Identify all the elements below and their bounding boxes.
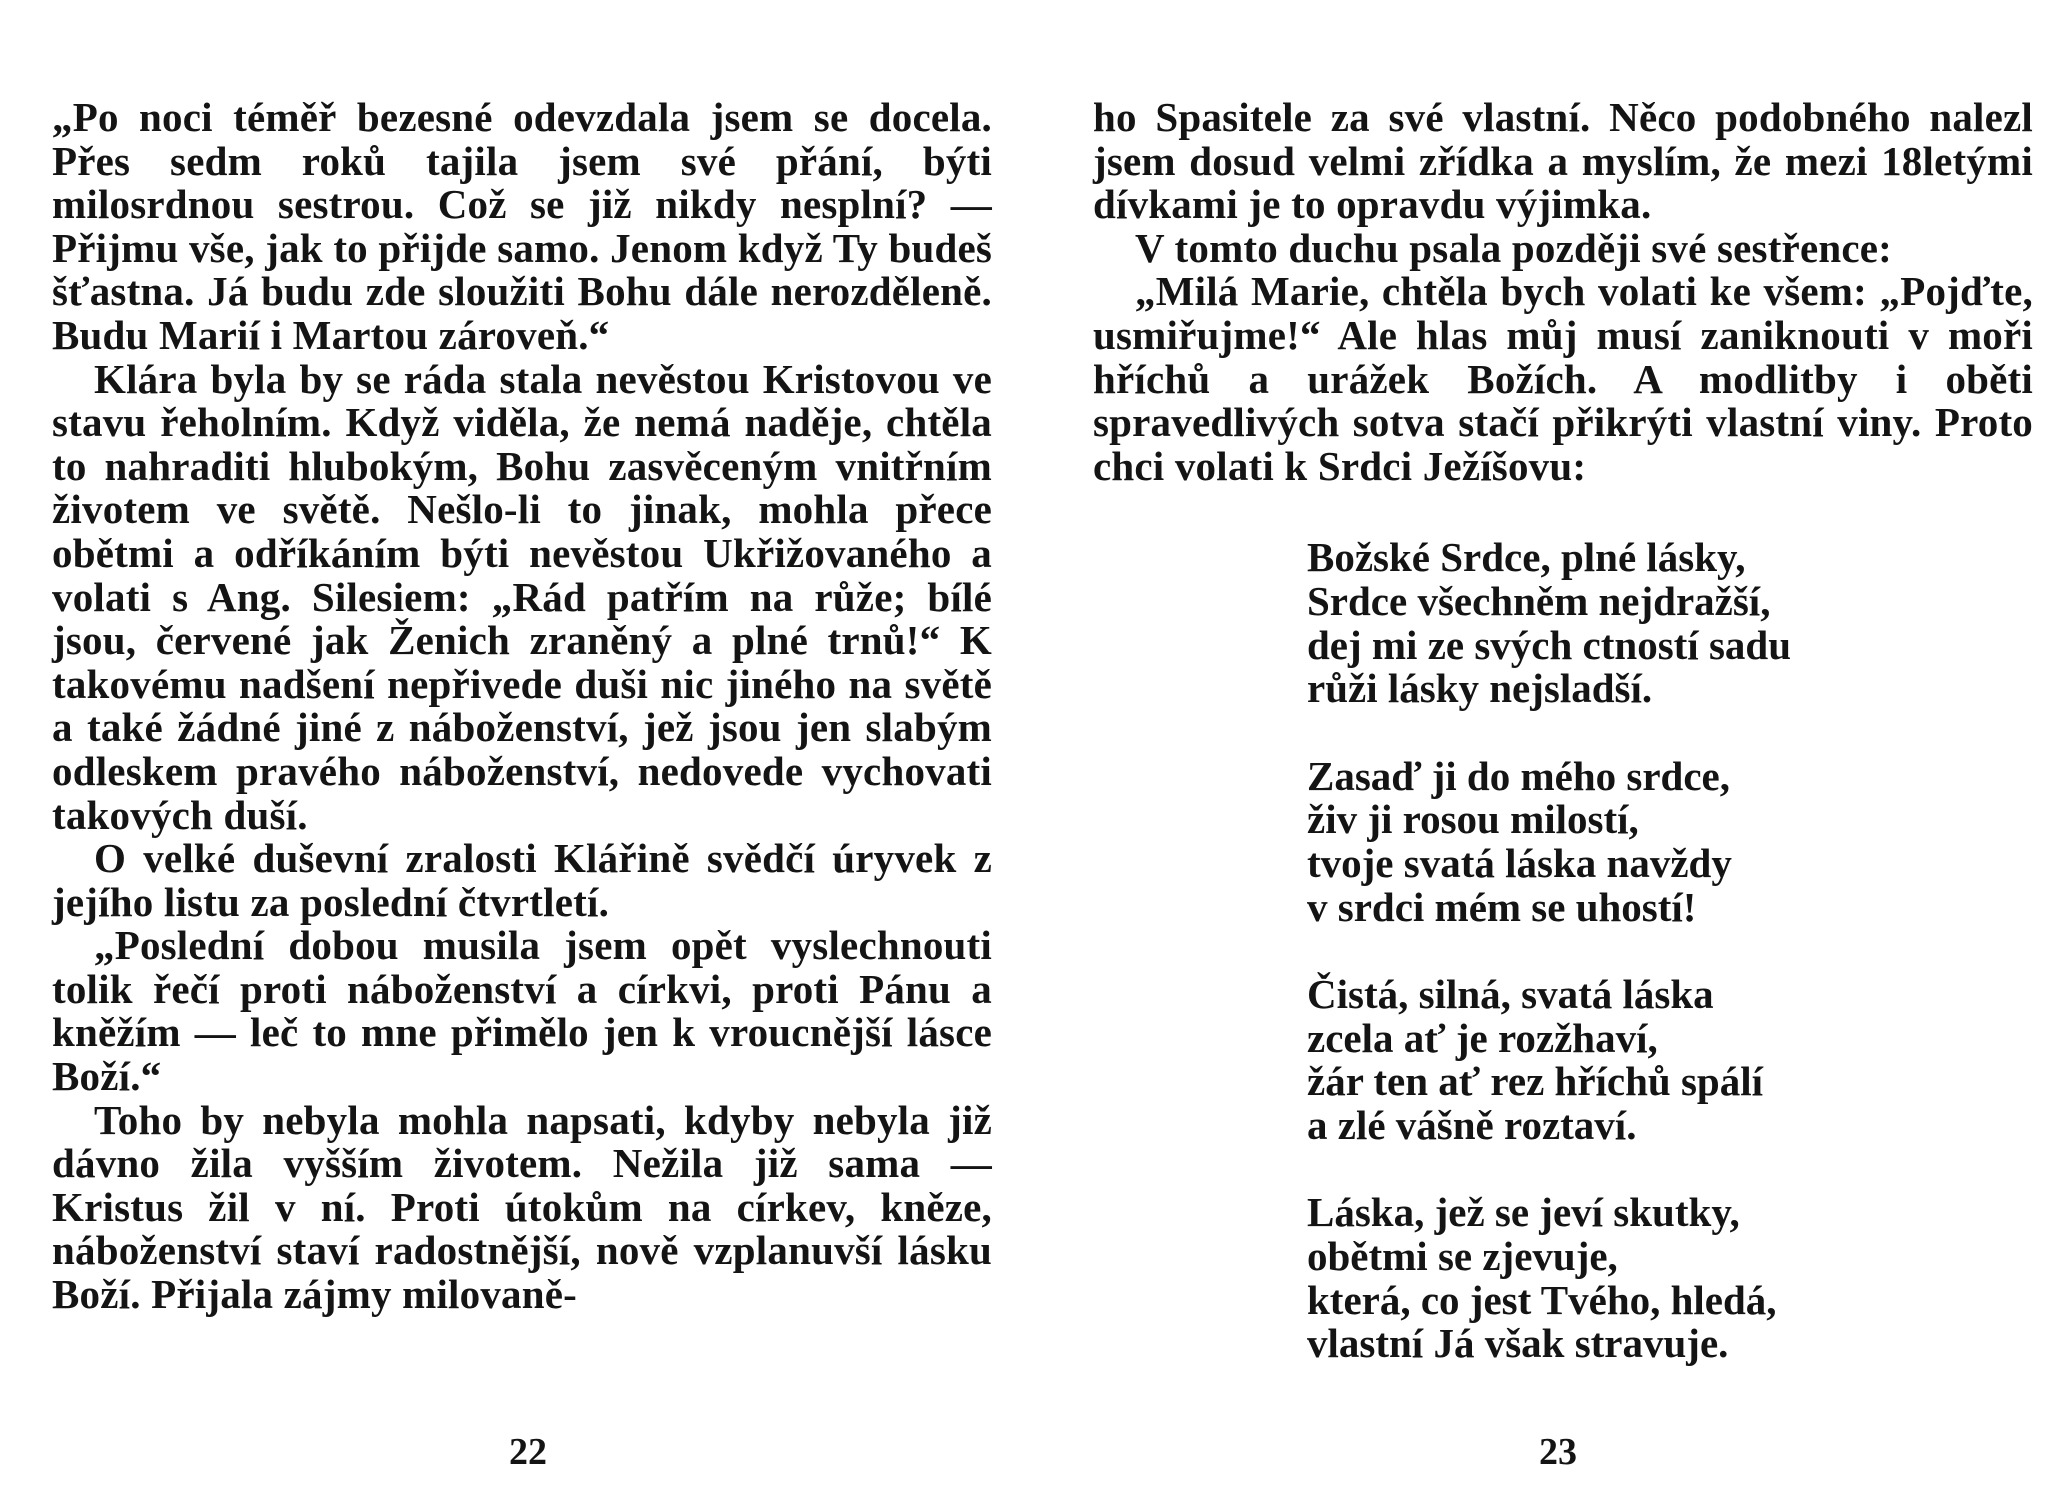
poem-verse: zcela ať je rozžhaví, <box>1307 1014 1658 1061</box>
poem-verse: Božské Srdce, plné lásky, <box>1307 534 1746 581</box>
page-number-left: 22 <box>509 1431 547 1473</box>
poem-verse: Srdce všechněm nejdražší, <box>1307 577 1771 624</box>
left-page <box>52 96 992 1317</box>
paragraph: O velké duševní zralosti Klářině svědčí úryvek z jejího listu za poslední čtvrtletí. <box>52 835 992 925</box>
poem-verse: Čistá, silná, svatá láska <box>1307 971 1714 1018</box>
poem-verse: vlastní Já však stravuje. <box>1307 1320 1729 1367</box>
poem-verse: která, co jest Tvého, hledá, <box>1307 1276 1777 1323</box>
poem-verse: obětmi se zjevuje, <box>1307 1233 1618 1280</box>
paragraph: ho Spasitele za své vlastní. Něco podobného nalezl jsem dosud velmi zřídka a myslím, že mezi 18letými dívkami je to opravdu výjimka. <box>1093 94 2033 228</box>
poem-stanza <box>1307 973 2007 1147</box>
poem-verse: v srdci mém se uhostí! <box>1307 883 1697 930</box>
paragraph: „Milá Marie, chtěla bych volati ke všem: „Pojďte, usmiřujme!“ Ale hlas můj musí zaniknouti v moři hříchů a urážek Božích. A modlitby i oběti spravedlivých sotva stačí přikrýti vlastní viny. Proto chci volati k Srdci Ježíšovu: <box>1093 268 2033 489</box>
paragraph: V tomto duchu psala později své sestřence: <box>1135 224 1892 271</box>
poem-verse: růži lásky nejsladší. <box>1307 665 1653 712</box>
right-page <box>1093 96 2033 1366</box>
poem-verse: žár ten ať rez hříchů spálí <box>1307 1058 1764 1105</box>
poem-verse: živ ji rosou milostí, <box>1307 796 1639 843</box>
paragraph: Klára byla by se ráda stala nevěstou Kristovou ve stavu řeholním. Když viděla, že nemá naděje, chtěla to nahraditi hlubokým, Bohu zasvěceným vnitřním životem ve světě. Nešlo-li to jinak, mohla přece obětmi a odříkáním býti nevěstou Ukřižovaného a volati s Ang. Silesiem: „Rád patřím na růže; bílé jsou, červené jak Ženich zraněný a plné trnů!“ K takovému nadšení nepřivede duši nic jiného na světě a také žádné jiné z náboženství, jež jsou jen slabým odleskem pravého náboženství, nedovede vychovati takových duší. <box>52 355 992 838</box>
poem-verse: dej mi ze svých ctností sadu <box>1307 621 1792 668</box>
poem-stanza <box>1307 752 2007 930</box>
poem <box>1307 536 2007 1366</box>
poem-verse: Láska, jež se jeví skutky, <box>1307 1189 1740 1236</box>
paragraph: Toho by nebyla mohla napsati, kdyby nebyla již dávno žila vyšším životem. Nežila již sama — Kristus žil v ní. Proti útokům na církev, kněze, náboženství staví radostnější, nově vzplanuvší lásku Boží. Přijala zájmy milovaně- <box>52 1096 992 1318</box>
paragraph: „Po noci téměř bezesné odevzdala jsem se docela. Přes sedm roků tajila jsem své přání, býti milosrdnou sestrou. Což se již nikdy nesplní? — Přijmu vše, jak to přijde samo. Jenom když Ty budeš šťastna. Já budu zde sloužiti Bohu dále nerozděleně. Budu Marií i Martou zároveň.“ <box>52 94 992 358</box>
poem-verse: Zasaď ji do mého srdce, <box>1307 752 1730 799</box>
poem-stanza <box>1307 536 2007 710</box>
poem-stanza <box>1307 1191 2007 1365</box>
page-number-right: 23 <box>1539 1431 1577 1473</box>
poem-verse: tvoje svatá láska navždy <box>1307 839 1732 886</box>
poem-verse: a zlé vášně roztaví. <box>1307 1101 1637 1148</box>
paragraph: „Poslední dobou musila jsem opět vyslechnouti tolik řečí proti náboženství a církvi, proti Pánu a kněžím — leč to mne přimělo jen k vroucnější lásce Boží.“ <box>52 922 992 1100</box>
